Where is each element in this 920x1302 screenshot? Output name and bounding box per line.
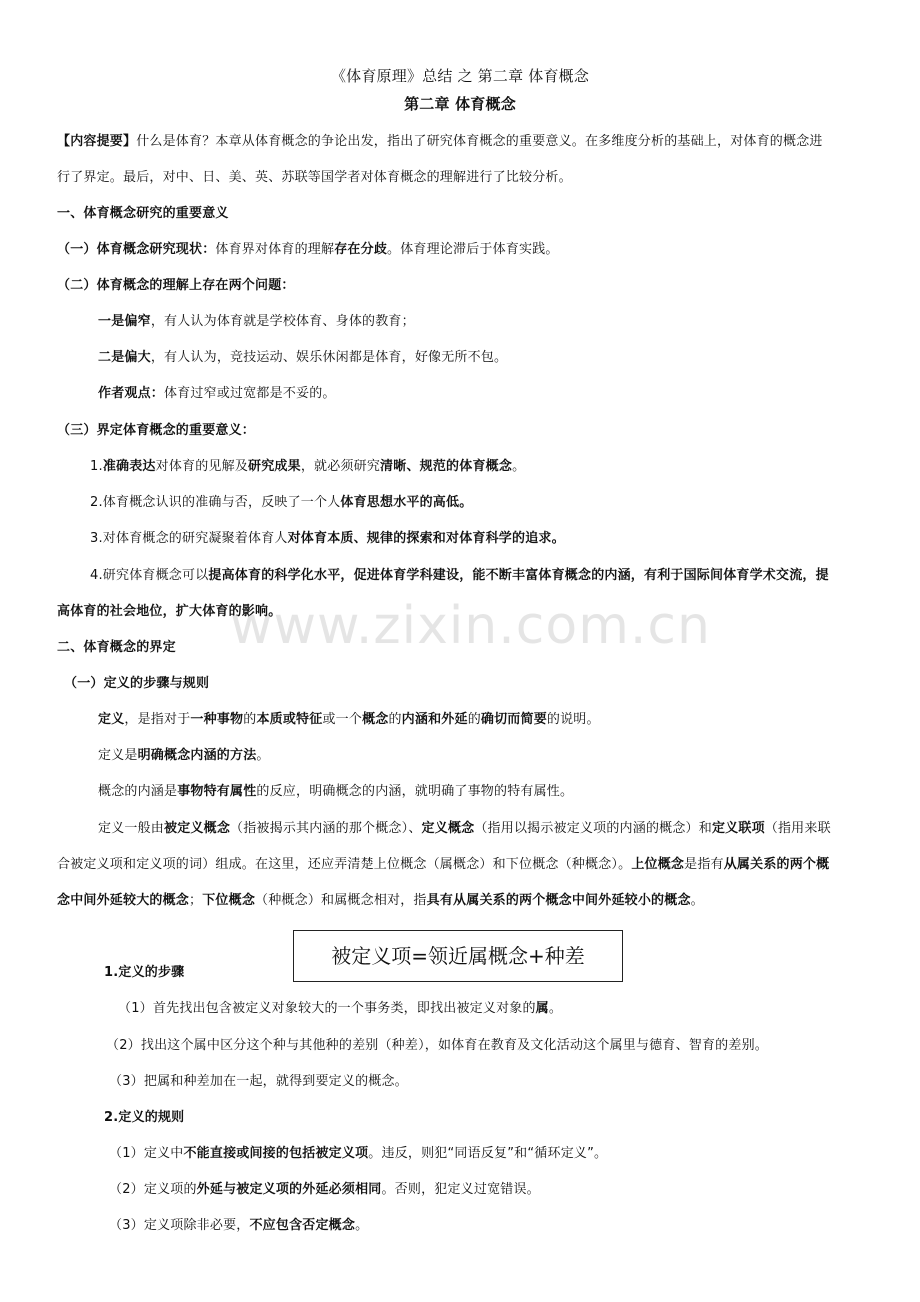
author-view (0, 384, 920, 404)
bold-text: 明确概念内涵的方法 (137, 748, 257, 763)
bold-text: 研究成果 (248, 459, 301, 474)
text: 。体育理论滞后于体育实践。 (387, 242, 559, 257)
bold-text: 清晰、规范的体育概念 (380, 459, 513, 474)
bold-text: 属 (535, 1001, 549, 1016)
significance-item-2 (0, 493, 920, 513)
bold-text: 念中间外延较大的概念 (57, 893, 190, 908)
bold-text: 本质或特征 (256, 712, 323, 727)
bold-text: 提高体育的科学化水平，促进体育学科建设，能不断丰富体育概念的内涵，有利于国际间体育学术交流，提 (208, 568, 829, 583)
text: 。 (256, 748, 270, 763)
problem-narrow (0, 312, 920, 332)
section-1-3-heading: （三）界定体育概念的重要意义： (57, 423, 256, 438)
text: 体育过窄或过宽都是不妥的。 (164, 386, 336, 401)
bold-text: 对体育本质、规律的探索和对体育科学的追求。 (287, 531, 565, 546)
section-1-1 (0, 240, 920, 260)
text: ，是指对于 (124, 712, 191, 727)
text: 合被定义项和定义项的词）组成。在这里，还应弄清楚上位概念（属概念）和下位概念（种概念）。 (57, 857, 632, 872)
text: （3）定义项除非必要， (109, 1218, 250, 1233)
section-1-2-heading: （二）体育概念的理解上存在两个问题： (57, 278, 295, 293)
bold-text: 上位概念 (631, 857, 685, 872)
bold-text: 定义联项 (711, 821, 765, 836)
rule-3 (0, 1216, 920, 1236)
bold-text: 二是偏大 (98, 350, 151, 365)
text: ，就必须研究 (300, 459, 381, 474)
text: 体育界对体育的理解 (215, 242, 335, 257)
text: 概念的内涵是 (98, 784, 178, 799)
text: 。 (548, 1001, 563, 1016)
text: （1）首先找出包含被定义对象较大的一个事务类，即找出被定义对象的 (118, 1001, 536, 1016)
bold-text: 具有从属关系的两个概念中间外延较小的概念 (426, 893, 691, 908)
definition-para-2 (0, 746, 920, 766)
bold-text: 内涵和外延 (401, 712, 468, 727)
problem-broad (0, 348, 920, 368)
text: 或一个 (322, 712, 363, 727)
text: 。违反，则犯“同语反复”和“循环定义”。 (368, 1146, 608, 1161)
text: 。否则，犯定义过宽错误。 (381, 1182, 540, 1197)
rules-title: 2.定义的规则 (104, 1110, 185, 1125)
bold-text: 一是偏窄 (98, 314, 151, 329)
text: 的说明。 (546, 712, 600, 727)
text: 的 (388, 712, 402, 727)
bold-text: 被定义概念 (164, 821, 231, 836)
definition-para-3 (0, 782, 920, 802)
bold-text: 从属关系的两个概 (723, 857, 830, 872)
bold-text: 作者观点： (98, 386, 165, 401)
text: 。 (690, 893, 704, 908)
significance-item-3 (0, 529, 920, 549)
summary-line-1 (0, 132, 920, 152)
text: 定义是 (98, 748, 138, 763)
text: 3.对体育概念的研究凝聚着体育人 (90, 531, 288, 546)
bold-text: 不能直接或间接的包括被定义项 (183, 1146, 369, 1161)
text: 1. (90, 459, 103, 474)
bold-text: 概念 (362, 712, 389, 727)
bold-text: 下位概念 (202, 893, 256, 908)
text: 的 (243, 712, 257, 727)
watermark: www.zixin.com.cn (230, 596, 711, 656)
bold-text: 确切而简要 (480, 712, 547, 727)
bold-text: 定义 (98, 712, 125, 727)
definition-para-5 (0, 855, 920, 875)
summary-label: 【内容提要】 (57, 134, 137, 149)
section-2-heading: 二、体育概念的界定 (57, 640, 176, 655)
summary-line-2 (0, 168, 920, 188)
text: 的反应，明确概念的内涵，就明确了事物的特有属性。 (256, 784, 574, 799)
step-3: （3）把属和种差加在一起，就得到要定义的概念。 (109, 1074, 408, 1089)
bold-text: 存在分歧 (334, 242, 388, 257)
step-1 (0, 999, 920, 1019)
significance-item-4-cont: 高体育的社会地位，扩大体育的影响。 (57, 604, 282, 619)
definition-para-4 (0, 819, 920, 839)
definition-formula-box: 被定义项=领近属概念+种差 (293, 930, 623, 982)
text: （指用来联 (764, 821, 831, 836)
definition-para-1 (0, 710, 920, 730)
text: ； (189, 893, 203, 908)
section-1-1-label: （一）体育概念研究现状： (57, 242, 216, 257)
bold-text: 准确表达 (102, 459, 156, 474)
text: 。 (512, 459, 526, 474)
text: 4.研究体育概念可以 (90, 568, 209, 583)
bold-text: 外延与被定义项的外延必须相同 (196, 1182, 382, 1197)
text: （种概念）和属概念相对，指 (255, 893, 427, 908)
rule-1 (0, 1144, 920, 1164)
text: 的 (467, 712, 481, 727)
step-2: （2）找出这个属中区分这个种与其他种的差别（种差），如体育在教育及文化活动这个属里与德育、智育的差别。 (106, 1038, 768, 1053)
document-header: 《体育原理》总结 之 第二章 体育概念 (330, 67, 590, 85)
bold-text: 体育思想水平的高低。 (340, 495, 473, 510)
text: 定义一般由 (98, 821, 165, 836)
bold-text: 一种事物 (190, 712, 244, 727)
definition-para-6 (0, 891, 920, 911)
text: （指被揭示其内涵的那个概念）、 (230, 821, 422, 836)
bold-text: 定义概念 (421, 821, 475, 836)
text: （指用以揭示被定义项的内涵的概念）和 (474, 821, 712, 836)
text: 2.体育概念认识的准确与否，反映了一个人 (90, 495, 341, 510)
chapter-title: 第二章 体育概念 (404, 95, 516, 113)
text: （2）定义项的 (109, 1182, 197, 1197)
text: ，有人认为体育就是学校体育、身体的教育； (150, 314, 415, 329)
rule-2 (0, 1180, 920, 1200)
significance-item-4 (0, 566, 920, 586)
bold-text: 事物特有属性 (177, 784, 257, 799)
significance-item-1 (0, 457, 920, 477)
text: 对体育的见解及 (155, 459, 249, 474)
text: ，有人认为，竞技运动、娱乐休闲都是体育，好像无所不包。 (150, 350, 508, 365)
text: （1）定义中 (109, 1146, 184, 1161)
summary-text-1: 什么是体育？本章从体育概念的争论出发，指出了研究体育概念的重要意义。在多维度分析的基础上，对体育的概念进 (136, 134, 823, 149)
bold-text: 不应包含否定概念 (249, 1218, 356, 1233)
text: 是指有 (684, 857, 724, 872)
section-1-heading: 一、体育概念研究的重要意义 (57, 206, 229, 221)
summary-text-2: 行了界定。最后，对中、日、美、英、苏联等国学者对体育概念的理解进行了比较分析。 (57, 170, 572, 185)
text: 。 (355, 1218, 369, 1233)
steps-title: 1.定义的步骤 (104, 965, 185, 980)
section-2-1-heading: （一）定义的步骤与规则 (64, 676, 210, 691)
